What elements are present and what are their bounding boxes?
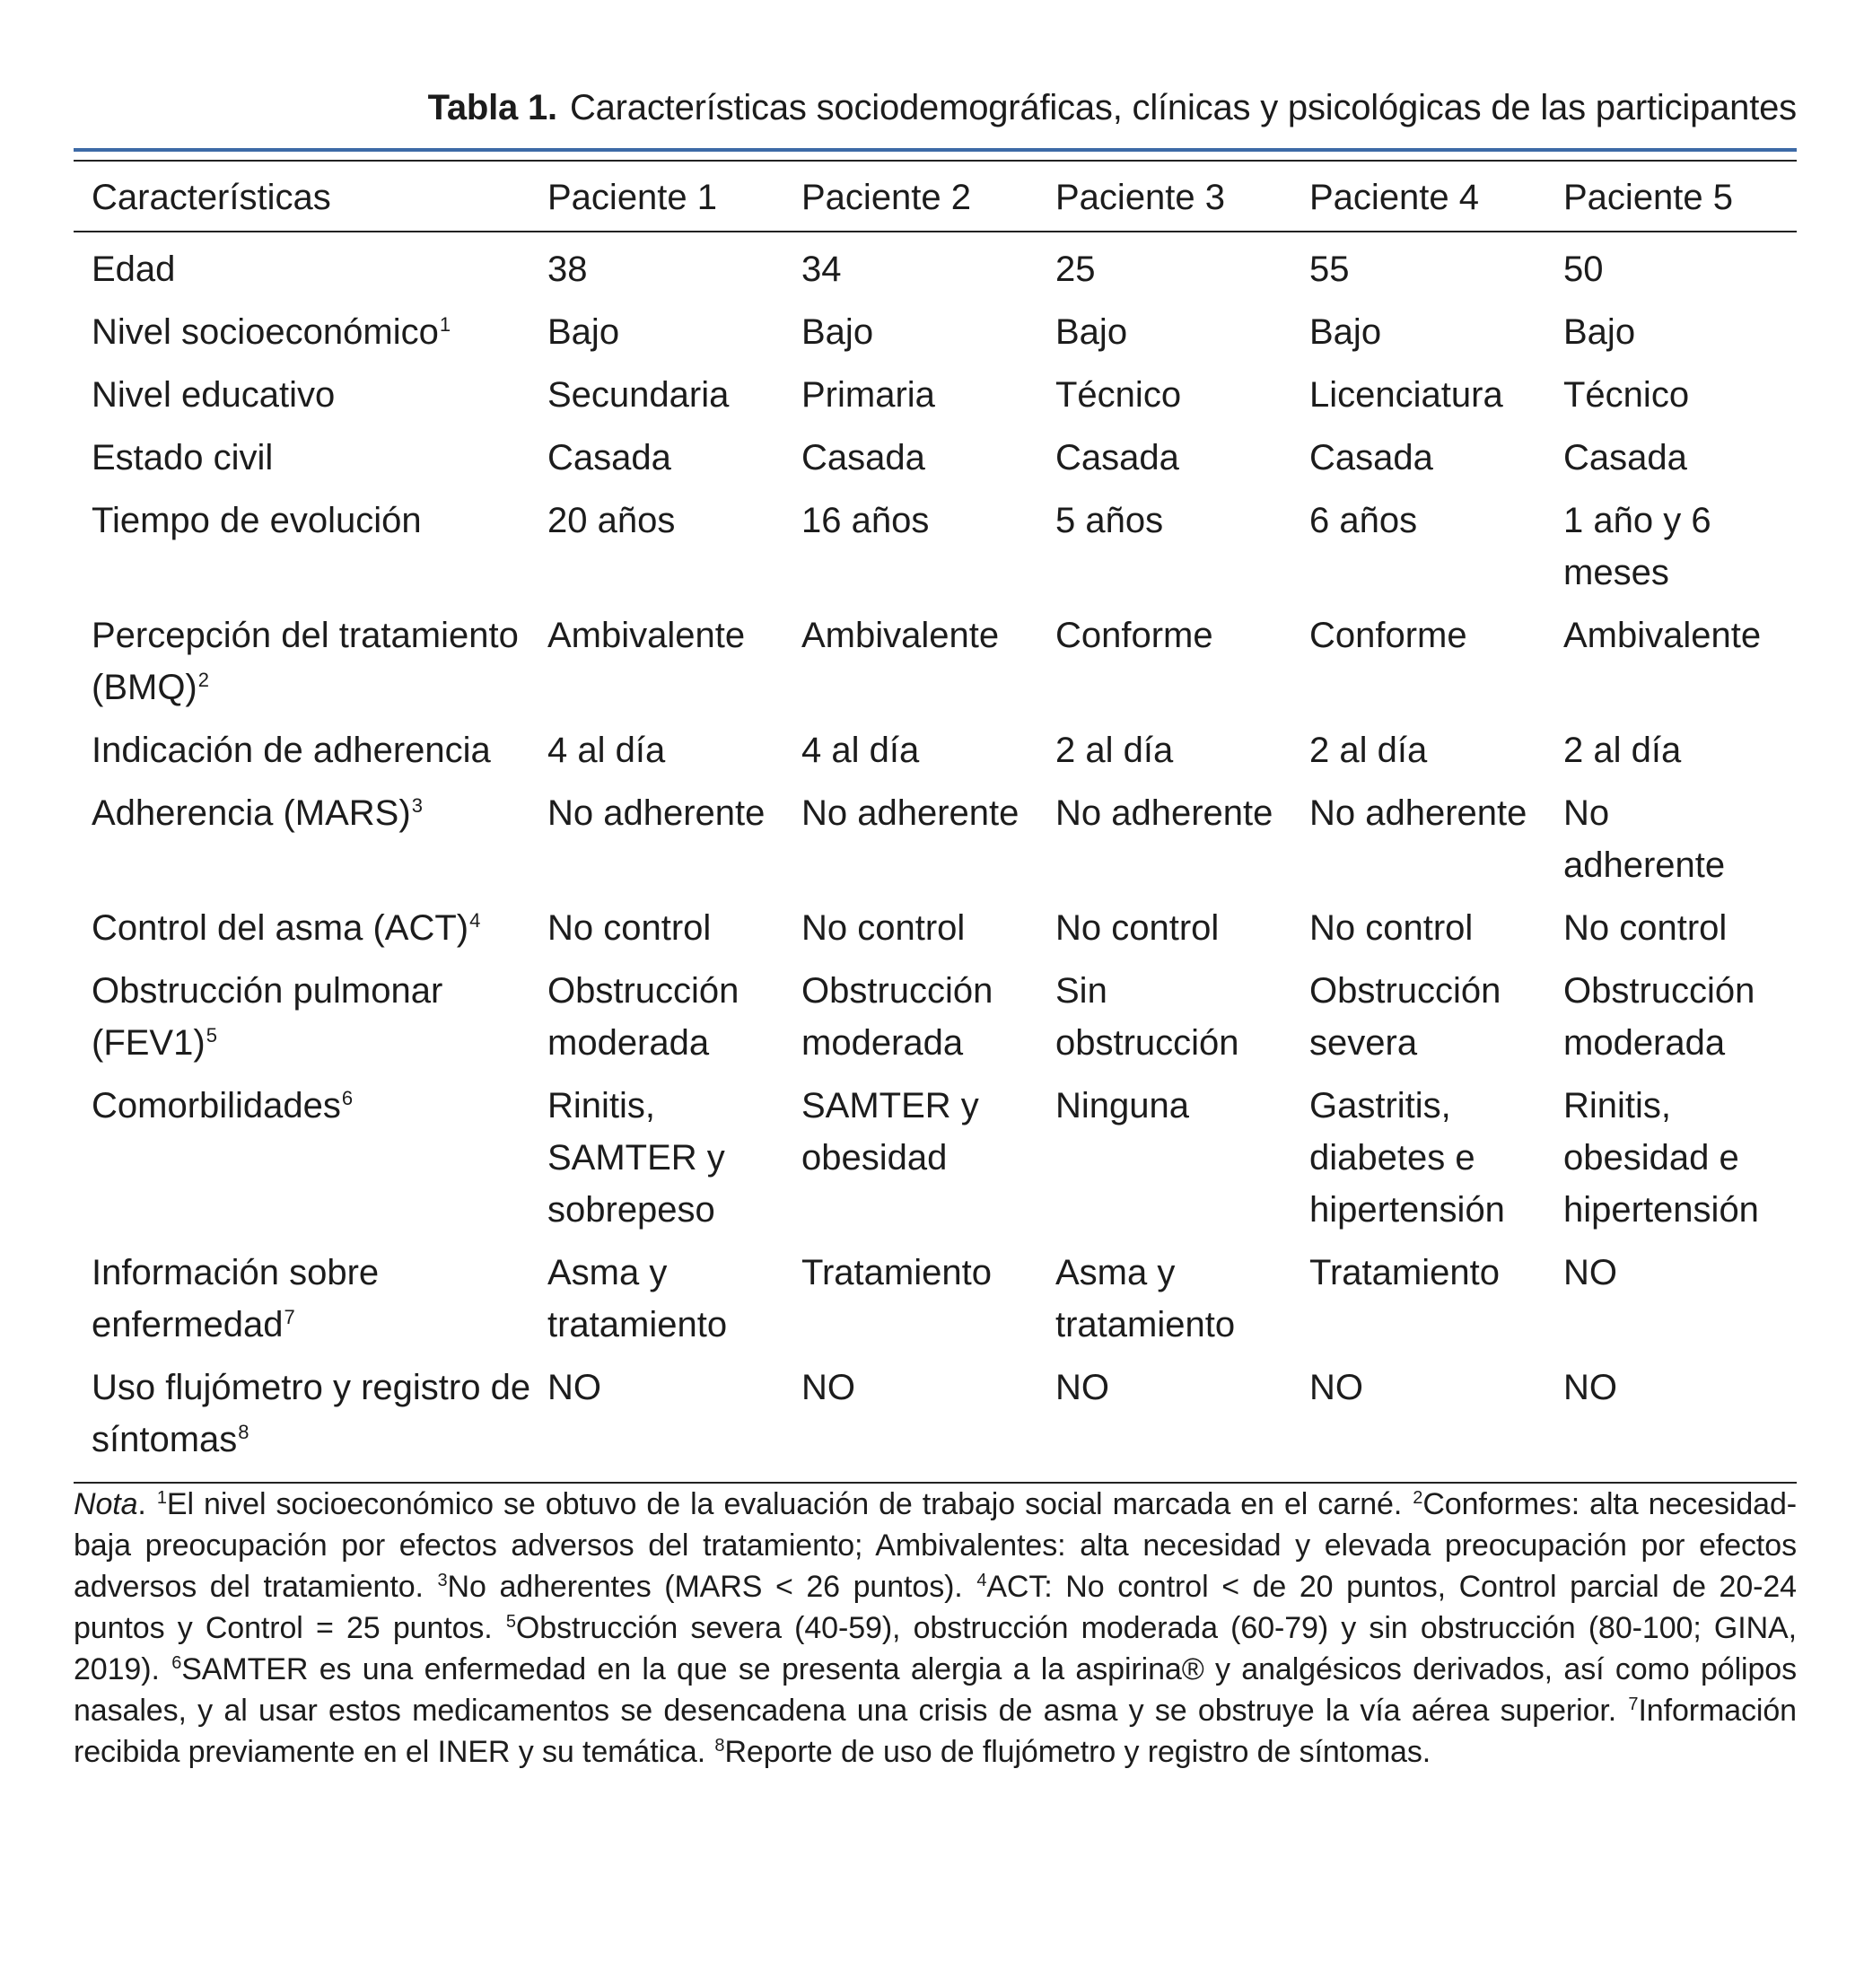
note-text: No adherentes (MARS < 26 puntos). [447,1570,963,1604]
header-cell: Paciente 1 [547,162,801,232]
table-row [74,714,1797,776]
table-cell: Bajo [1055,312,1128,352]
table-row [74,599,1797,714]
table-cell: SAMTER y obesidad [801,1086,979,1178]
table-cell: NO [547,1368,601,1407]
table-cell: No control [1055,908,1220,948]
table-row [74,232,1797,295]
row-label: Tiempo de evolución [92,501,422,540]
row-label: Comorbilidades [92,1086,341,1125]
row-label: Indicación de adherencia [92,731,491,770]
table-cell: Rinitis, SAMTER y sobrepeso [547,1086,725,1230]
table-cell: Secundaria [547,375,730,415]
table-cell: No adherente [801,793,1020,833]
table-cell: 34 [801,250,842,289]
table-cell: Técnico [1563,375,1690,415]
table-cell: NO [1563,1253,1617,1292]
table-cell: 2 al día [1563,731,1682,770]
row-label-cell [74,232,547,295]
table-cell: No control [1309,908,1474,948]
table-cell: Sin obstrucción [1055,971,1239,1063]
table-cell: Técnico [1055,375,1182,415]
table-row [74,1236,1797,1351]
row-label: Obstrucción pulmonar (FEV1) [92,971,443,1063]
table-cell: Ambivalente [1563,616,1762,655]
row-label-cell [74,714,547,776]
footnote-marker: 5 [206,1024,217,1047]
table-cell: Casada [801,438,925,477]
table-label: Tabla 1. [427,88,557,127]
note-text: SAMTER es una enfermedad en la que se presenta alergia a la aspirina® y analgésicos derivados, así como pólipos nasales, y al usar estos medicamentos se desencadena una crisis de asma y se obstruye la vía aérea superior. [74,1652,1797,1728]
table-row [74,295,1797,358]
table-row [74,1069,1797,1236]
row-label-cell [74,954,547,1069]
table-cell: NO [1309,1368,1363,1407]
table-row [74,891,1797,954]
row-label: Información sobre enfermedad [92,1253,380,1344]
row-label-cell [74,891,547,954]
table-cell: Casada [1055,438,1179,477]
table-cell: 50 [1563,250,1604,289]
top-thin-rule [74,160,1797,162]
table-cell: Casada [547,438,671,477]
table-row [74,776,1797,891]
row-label-cell [74,1236,547,1351]
table-cell: Casada [1309,438,1433,477]
table-cell: Bajo [1563,312,1636,352]
table-cell: Bajo [801,312,874,352]
table-cell: Obstrucción moderada [801,971,993,1063]
table-cell: NO [1055,1368,1109,1407]
table-cell: Gastritis, diabetes e hipertensión [1309,1086,1505,1230]
header-cell: Características [74,162,547,232]
table-cell: Tratamiento [1309,1253,1500,1292]
table-cell: Bajo [1309,312,1382,352]
characteristics-table [74,162,1797,1482]
footnote-marker: 1 [439,313,451,336]
table-cell: Licenciatura [1309,375,1503,415]
row-label-cell [74,776,547,891]
row-label-cell [74,599,547,714]
table-cell: 2 al día [1309,731,1428,770]
row-label: Estado civil [92,438,274,477]
row-label-cell [74,421,547,484]
row-label-cell [74,1351,547,1482]
row-label: Nivel socioeconómico [92,312,439,352]
table-caption [428,83,1797,133]
table-cell: Obstrucción severa [1309,971,1501,1063]
table-cell: 4 al día [547,731,666,770]
table-cell: 1 año y 6 meses [1563,501,1711,592]
footnote-marker: 8 [238,1421,249,1443]
table-cell: Asma y tratamiento [547,1253,728,1344]
row-label-cell [74,295,547,358]
footnote-marker: 4 [469,909,481,932]
table-cell: NO [801,1368,855,1407]
row-label: Control del asma (ACT) [92,908,469,948]
table-cell: No control [1563,908,1728,948]
table-cell: Bajo [547,312,620,352]
table-cell: No control [801,908,966,948]
table-header-row [74,162,1797,232]
top-blue-rule [74,148,1797,152]
table-title: Características sociodemográficas, clínicas y psicológicas de las participantes [569,88,1797,127]
footnote-marker: 2 [197,669,210,691]
table-body [74,232,1797,1482]
note-footnote-marker: 5 [505,1612,516,1632]
row-label: Uso flujómetro y registro de síntomas [92,1368,531,1459]
note-text: ACT: No control < de 20 puntos, Control parcial de 20-24 puntos y Control = 25 puntos. [74,1570,1797,1645]
table-cell: 38 [547,250,588,289]
footnote-marker: 7 [284,1306,295,1328]
row-label: Edad [92,250,176,289]
note-text: El nivel socioeconómico se obtuvo de la evaluación de trabajo social marcada en el carné. [166,1487,1403,1521]
table-cell: No adherente [1309,793,1527,833]
table-cell: 6 años [1309,501,1418,540]
table-cell: NO [1563,1368,1617,1407]
table-cell: Conforme [1309,616,1467,655]
table-cell: Asma y tratamiento [1055,1253,1236,1344]
note-body [74,1487,1797,1769]
table-cell: No adherente [1055,793,1273,833]
note-text: Reporte de uso de flujómetro y registro de síntomas. [724,1735,1431,1769]
note-footnote-marker: 6 [171,1653,182,1673]
row-label-cell [74,358,547,421]
footnote-marker: 6 [341,1087,354,1109]
table-cell: Conforme [1055,616,1213,655]
note-text: Obstrucción severa (40-59), obstrucción moderada (60-79) y sin obstrucción (80-100; GINA, 2019). [74,1611,1797,1686]
table-cell: Primaria [801,375,935,415]
header-cell: Paciente 4 [1309,162,1563,232]
note-footnote-marker: 2 [1413,1488,1423,1508]
table-cell: 5 años [1055,501,1164,540]
table-cell: No control [547,908,712,948]
table-cell: 4 al día [801,731,920,770]
table-row [74,1351,1797,1482]
table-cell: Obstrucción moderada [547,971,739,1063]
header-cell: Paciente 2 [801,162,1055,232]
note-footnote-marker: 4 [976,1571,987,1590]
table-cell: No adherente [1563,793,1726,885]
note-footnote-marker: 7 [1628,1695,1639,1714]
note-footnote-marker: 8 [714,1736,725,1756]
table-cell: Ambivalente [801,616,1000,655]
table-cell: Obstrucción moderada [1563,971,1755,1063]
header-cell: Paciente 5 [1563,162,1797,232]
table-row [74,421,1797,484]
table-row [74,358,1797,421]
table-cell: Casada [1563,438,1687,477]
note-footnote-marker: 3 [437,1571,448,1590]
table-cell: No adherente [547,793,766,833]
table-row [74,954,1797,1069]
row-label: Percepción del tratamiento (BMQ) [92,616,519,707]
table-cell: Ambivalente [547,616,746,655]
row-label-cell [74,484,547,599]
table-row [74,484,1797,599]
table-cell: 55 [1309,250,1350,289]
table-cell: Tratamiento [801,1253,992,1292]
table-cell: 2 al día [1055,731,1174,770]
table-cell: 25 [1055,250,1096,289]
note-footnote-marker: 1 [156,1488,167,1508]
table-cell: Rinitis, obesidad e hipertensión [1563,1086,1759,1230]
table-cell: 20 años [547,501,676,540]
header-cell: Paciente 3 [1055,162,1309,232]
row-label: Adherencia (MARS) [92,793,411,833]
table-note: Nota. $^1$El nivel socioeconómico se obtuvo de la evaluación de trabajo social marcada en el carné. $^2$Conformes: alta necesidad-baja preocupación por efectos adversos del tratamiento; Ambivalentes: alta necesidad y elevada preocupación por efectos adversos del tratamiento. $^3$No adherentes (MARS < 26 puntos). $^4$ACT: No control < de 20 puntos, Control parcial de 20-24 puntos y Control = 25 puntos. $^5$Obstrucción severa (40-59), obstrucción moderada (60-79) y sin obstrucción (80-100; GINA, 2019). $^6$SAMTER es una enfermedad en la que se presenta alergia a la aspirina® y analgésicos derivados, así como pólipos nasales, y al usar estos medicamentos se desencadena una crisis de asma y se obstruye la vía aérea superior. $^7$Información recibida previamente en el INER y su temática. $^8$Reporte de uso de flujómetro y registro de síntomas. [74,1487,1797,1769]
table-cell: 16 años [801,501,930,540]
note-label: Nota [74,1487,138,1521]
table-cell: Ninguna [1055,1086,1190,1125]
row-label-cell [74,1069,547,1236]
note-text: Información recibida previamente en el INER y su temática. [74,1694,1797,1769]
footnote-marker: 3 [411,794,423,817]
row-label: Nivel educativo [92,375,336,415]
note-text: Conformes: alta necesidad-baja preocupación por efectos adversos del tratamiento; Ambivalentes: alta necesidad y elevada preocupación por efectos adversos del tratamiento. [74,1487,1797,1604]
